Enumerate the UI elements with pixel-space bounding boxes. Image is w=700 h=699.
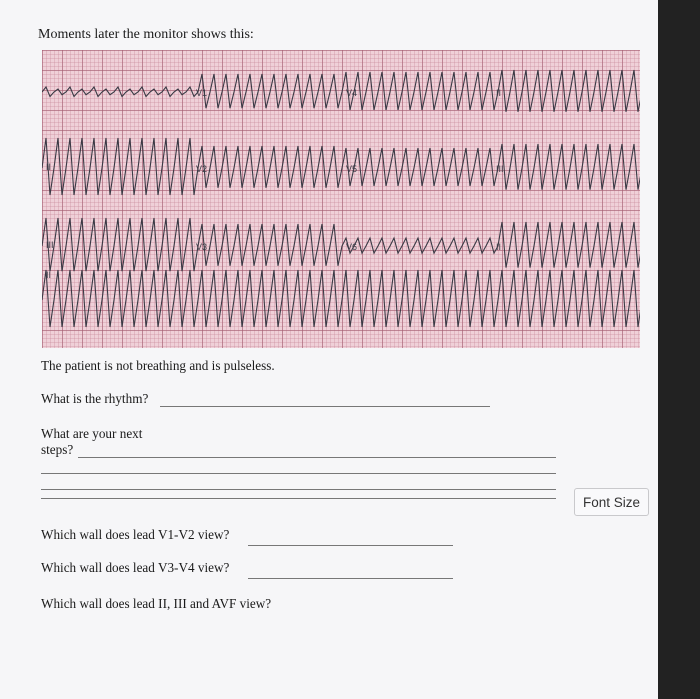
ecg-strip-image: [42, 50, 640, 348]
ecg-tracing: [42, 50, 640, 348]
question-v1-v2-wall: Which wall does lead V1-V2 view?: [41, 527, 230, 542]
page-heading: Moments later the monitor shows this:: [38, 27, 254, 42]
answer-line-steps-3[interactable]: [41, 489, 556, 490]
patient-status-text: The patient is not breathing and is pulseless.: [41, 358, 275, 373]
ecg-lead-label: II: [496, 88, 502, 98]
ecg-trace: [42, 218, 640, 271]
question-rhythm: What is the rhythm?: [41, 391, 149, 406]
answer-line-steps-1[interactable]: [78, 457, 556, 458]
ecg-lead-label: V3: [196, 242, 208, 252]
ecg-lead-label: V5: [346, 164, 358, 174]
ecg-lead-label: V4: [346, 88, 358, 98]
dark-edge: [658, 0, 700, 699]
question-inferior-wall: Which wall does lead II, III and AVF view?: [41, 596, 272, 611]
ecg-lead-label: V2: [196, 164, 208, 174]
answer-line-steps-4[interactable]: [41, 498, 556, 499]
font-size-button[interactable]: Font Size: [574, 488, 649, 516]
ecg-lead-label: II: [46, 162, 52, 172]
answer-line-v1-v2[interactable]: [248, 545, 453, 546]
answer-line-v3-v4[interactable]: [248, 578, 453, 579]
ecg-trace: [42, 270, 640, 327]
ecg-lead-label: II: [496, 242, 502, 252]
question-next-steps-line1: What are your next: [41, 426, 143, 441]
ecg-trace: [42, 138, 640, 195]
ecg-lead-label: III: [46, 240, 54, 250]
answer-line-rhythm[interactable]: [160, 406, 490, 407]
ecg-lead-label: V1: [196, 88, 208, 98]
ecg-trace: [42, 70, 640, 112]
ecg-lead-label: II: [46, 270, 52, 280]
answer-line-steps-2[interactable]: [41, 473, 556, 474]
question-v3-v4-wall: Which wall does lead V3-V4 view?: [41, 560, 230, 575]
ecg-lead-label: V6: [346, 242, 358, 252]
ecg-lead-label: III: [496, 164, 504, 174]
question-next-steps-line2: steps?: [41, 442, 74, 457]
